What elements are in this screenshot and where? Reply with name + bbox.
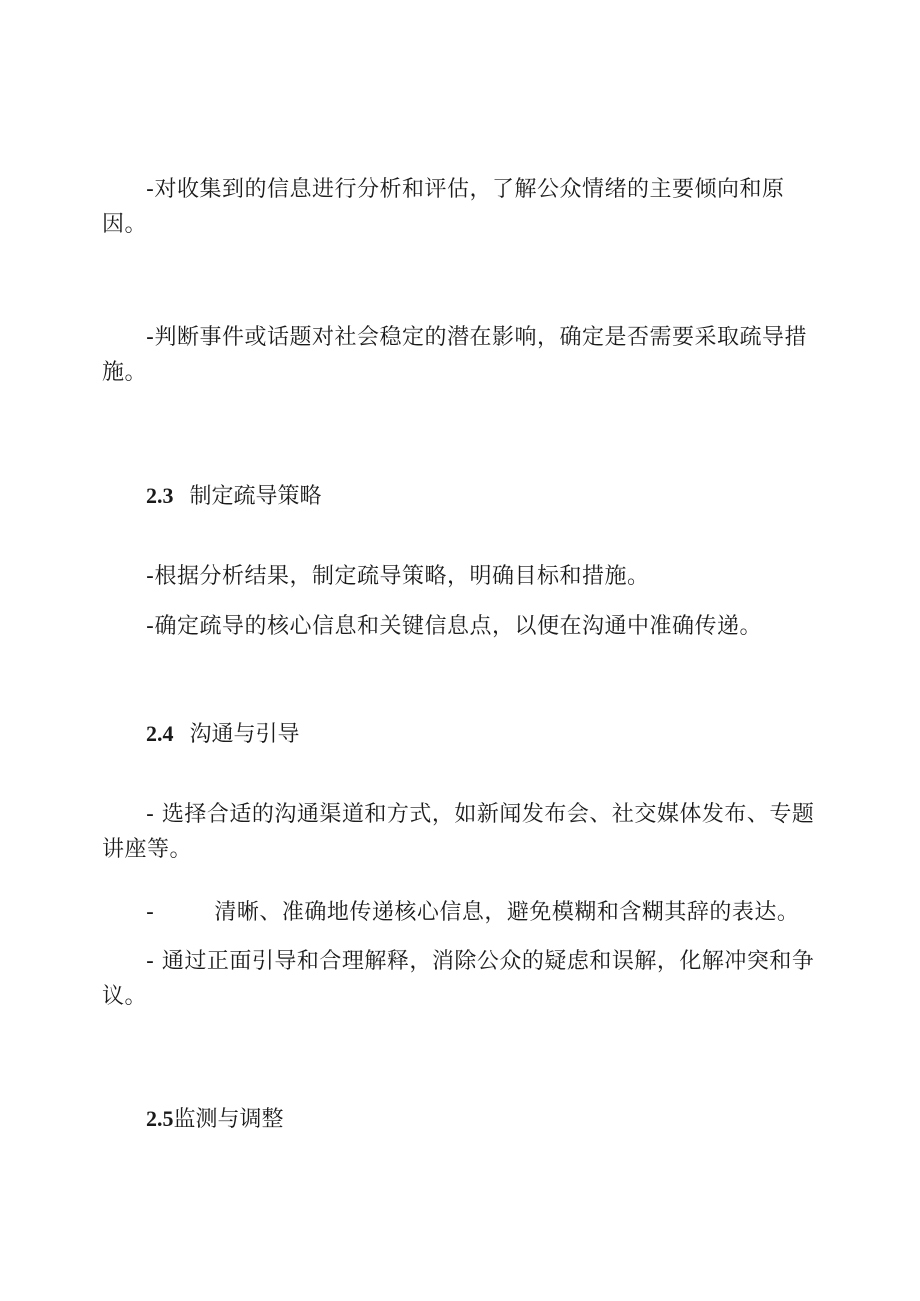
section-title: 制定疏导策略 [189, 484, 322, 509]
section-title: 沟通与引导 [189, 722, 300, 747]
list-item: - 清晰、准确地传递核心信息，避免模糊和含糊其辞的表达。 [146, 900, 800, 925]
section-number: 2.3 [146, 483, 174, 508]
list-item: - 选择合适的沟通渠道和方式，如新闻发布会、社交媒体发布、专题讲座等。 [102, 802, 815, 862]
section-number: 2.5 [146, 1106, 174, 1131]
paragraph: -判断事件或话题对社会稳定的潜在影响，确定是否需要采取疏导措施。 [102, 325, 807, 385]
list-item: - 通过正面引导和合理解释，消除公众的疑虑和误解，化解冲突和争议。 [102, 949, 815, 1009]
section-heading [146, 716, 300, 752]
list-item: -确定疏导的核心信息和关键信息点，以便在沟通中准确传递。 [146, 614, 762, 639]
list-item: -根据分析结果，制定疏导策略，明确目标和措施。 [146, 564, 650, 589]
section-title: 监测与调整 [173, 1107, 284, 1132]
section-heading [146, 1101, 284, 1137]
section-heading [146, 478, 322, 514]
paragraph: -对收集到的信息进行分析和评估，了解公众情绪的主要倾向和原因。 [102, 177, 785, 237]
section-number: 2.4 [146, 721, 174, 746]
